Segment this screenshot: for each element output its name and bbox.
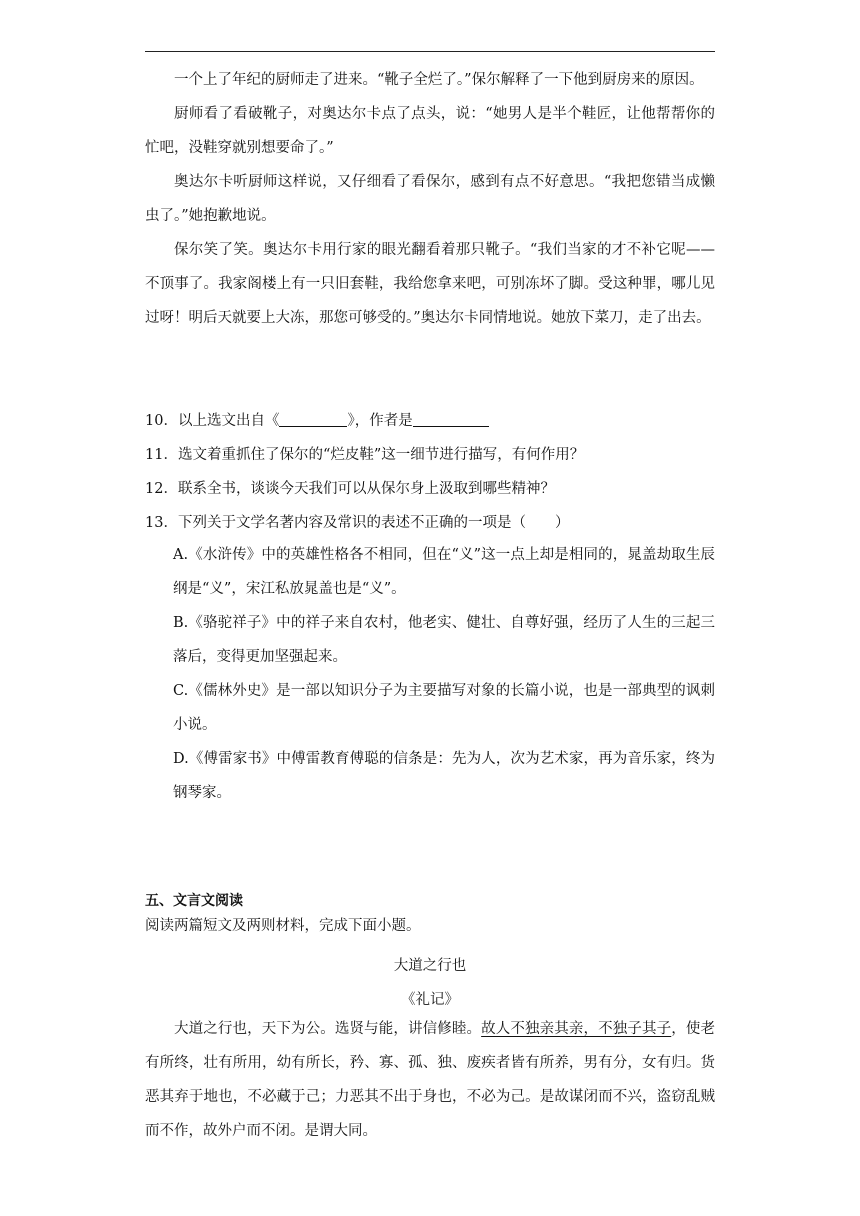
story-paragraph-4: 保尔笑了笑。奥达尔卡用行家的眼光翻看着那只靴子。“我们当家的才不补它呢——不顶事了。我家阁楼上有一只旧套鞋，我给您拿来吧，可别冻坏了脚。受这种罪，哪儿见过呀！明后天就要上大冻，那您可够受的。”奥达尔卡同情地说。她放下菜刀，走了出去。	[145, 242, 715, 326]
header-rule	[145, 51, 715, 52]
question-10-blank-title	[279, 412, 347, 427]
text-title: 大道之行也	[393, 958, 467, 974]
question-11: 11．选文着重抓住了保尔的“烂皮鞋”这一细节进行描写，有何作用？	[145, 447, 585, 463]
question-10-blank-author	[413, 412, 489, 427]
classical-text	[145, 1012, 715, 1148]
classical-text-part-b: ，使老有所终，壮有所用，幼有所长，矜、寡、孤、独、废疾者皆有所养，男有分，女有归。货恶其弃于地也，不必藏于己；力恶其不出于身也，不必为己。是故谋闭而不兴，盗窃乱贼而不作，故外户而不闭。是谓大同。	[145, 1021, 715, 1139]
section-5-intro: 阅读两篇短文及两则材料，完成下面小题。	[145, 918, 421, 934]
story-paragraph-3: 奥达尔卡听厨师这样说，又仔细看了看保尔，感到有点不好意思。“我把您错当成懒虫了。”她抱歉地说。	[145, 174, 715, 224]
question-10	[145, 411, 715, 431]
text-source: 《礼记》	[401, 992, 459, 1008]
question-12: 12．联系全书，谈谈今天我们可以从保尔身上汲取到哪些精神？	[145, 481, 555, 497]
option-a: A.《水浒传》中的英雄性格各不相同，但在“义”这一点上却是相同的，晁盖劫取生辰纲是“义”，宋江私放晁盖也是“义”。	[173, 547, 715, 597]
option-c: C.《儒林外史》是一部以知识分子为主要描写对象的长篇小说，也是一部典型的讽刺小说。	[173, 683, 715, 733]
question-13: 13．下列关于文学名著内容及常识的表述不正确的一项是（ ）	[145, 515, 570, 531]
story-paragraph-2: 厨师看了看破靴子，对奥达尔卡点了点头，说：“她男人是半个鞋匠，让他帮帮你的忙吧，没鞋穿就别想要命了。”	[145, 106, 715, 156]
section-5-title: 五、文言文阅读	[145, 893, 243, 909]
classical-text-part-a: 大道之行也，天下为公。选贤与能，讲信修睦。	[174, 1021, 482, 1037]
question-10-text-b: 》，作者是	[347, 413, 413, 429]
question-10-text-a: 10．以上选文出自《	[145, 413, 280, 429]
option-d: D.《傅雷家书》中傅雷教育傅聪的信条是：先为人，次为艺术家，再为音乐家，终为钢琴家。	[173, 751, 715, 801]
classical-text-underlined: 故人不独亲其亲，不独子其子	[481, 1021, 672, 1037]
option-b: B.《骆驼祥子》中的祥子来自农村，他老实、健壮、自尊好强，经历了人生的三起三落后，变得更加坚强起来。	[173, 615, 715, 665]
classical-paragraph	[145, 1012, 715, 1148]
story-excerpt	[145, 63, 715, 335]
story-paragraph-1: 一个上了年纪的厨师走了进来。“靴子全烂了。”保尔解释了一下他到厨房来的原因。	[174, 72, 704, 88]
